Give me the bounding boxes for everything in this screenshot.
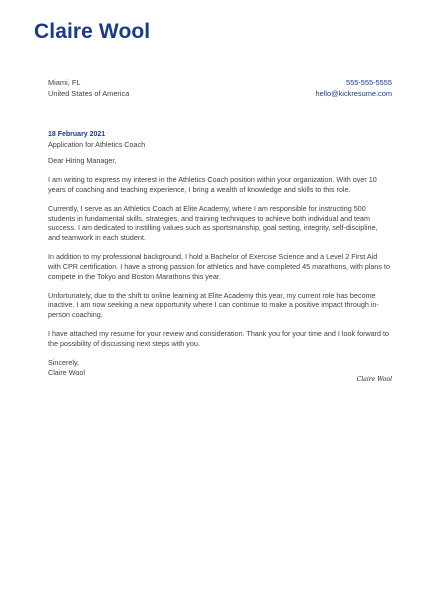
paragraph-background: In addition to my professional background, I hold a Bachelor of Exercise Science and a Level 2 First Aid with CPR certification. I have a strong passion for athletics and have completed 45 marathons, with plans to compete in the Tokyo and Boston Marathons this year. [48,252,390,281]
email-address[interactable]: hello@kickresume.com [315,88,392,98]
handwritten-signature: Claire Wool [356,376,392,383]
closing-name: Claire Wool [48,367,86,377]
phone-number[interactable]: 555-555-5555 [345,78,392,87]
paragraph-current-role: Currently, I serve as an Athletics Coach at Elite Academy, where I am responsible for instructing 500 students in fundamental skills, strategies, and training techniques to achieve both individual and team success. I am dedicated to instilling values such as sportsmanship, goal setting, integrity, self-discipline, and teamwork in each student. [48,203,378,242]
letter-date: 18 February 2021 [48,131,106,138]
salutation: Dear Hiring Manager, [48,155,117,165]
letter-body [48,130,390,378]
address-block [48,78,129,99]
applicant-name: Claire Wool [34,20,151,43]
paragraph-situation: Unfortunately, due to the shift to online learning at Elite Academy this year, my current role has become inactive. I am now seeking a new opportunity where I can continue to make a positive impact through in-person coaching. [48,290,379,320]
paragraph-intro: I am writing to express my interest in the Athletics Coach position within your organization. With over 10 years of coaching and teaching experience, I bring a wealth of knowledge and skills to this role. [48,174,377,194]
city: Miami, FL [48,78,81,87]
letter-subject: Application for Athletics Coach [48,140,146,149]
contact-block [315,78,392,99]
closing-phrase: Sincerely, [48,358,80,368]
country: United States of America [48,88,130,98]
paragraph-closing-remarks: I have attached my resume for your review and consideration. Thank you for your time and I look forward to the possibility of discussing next steps with you. [48,329,390,349]
